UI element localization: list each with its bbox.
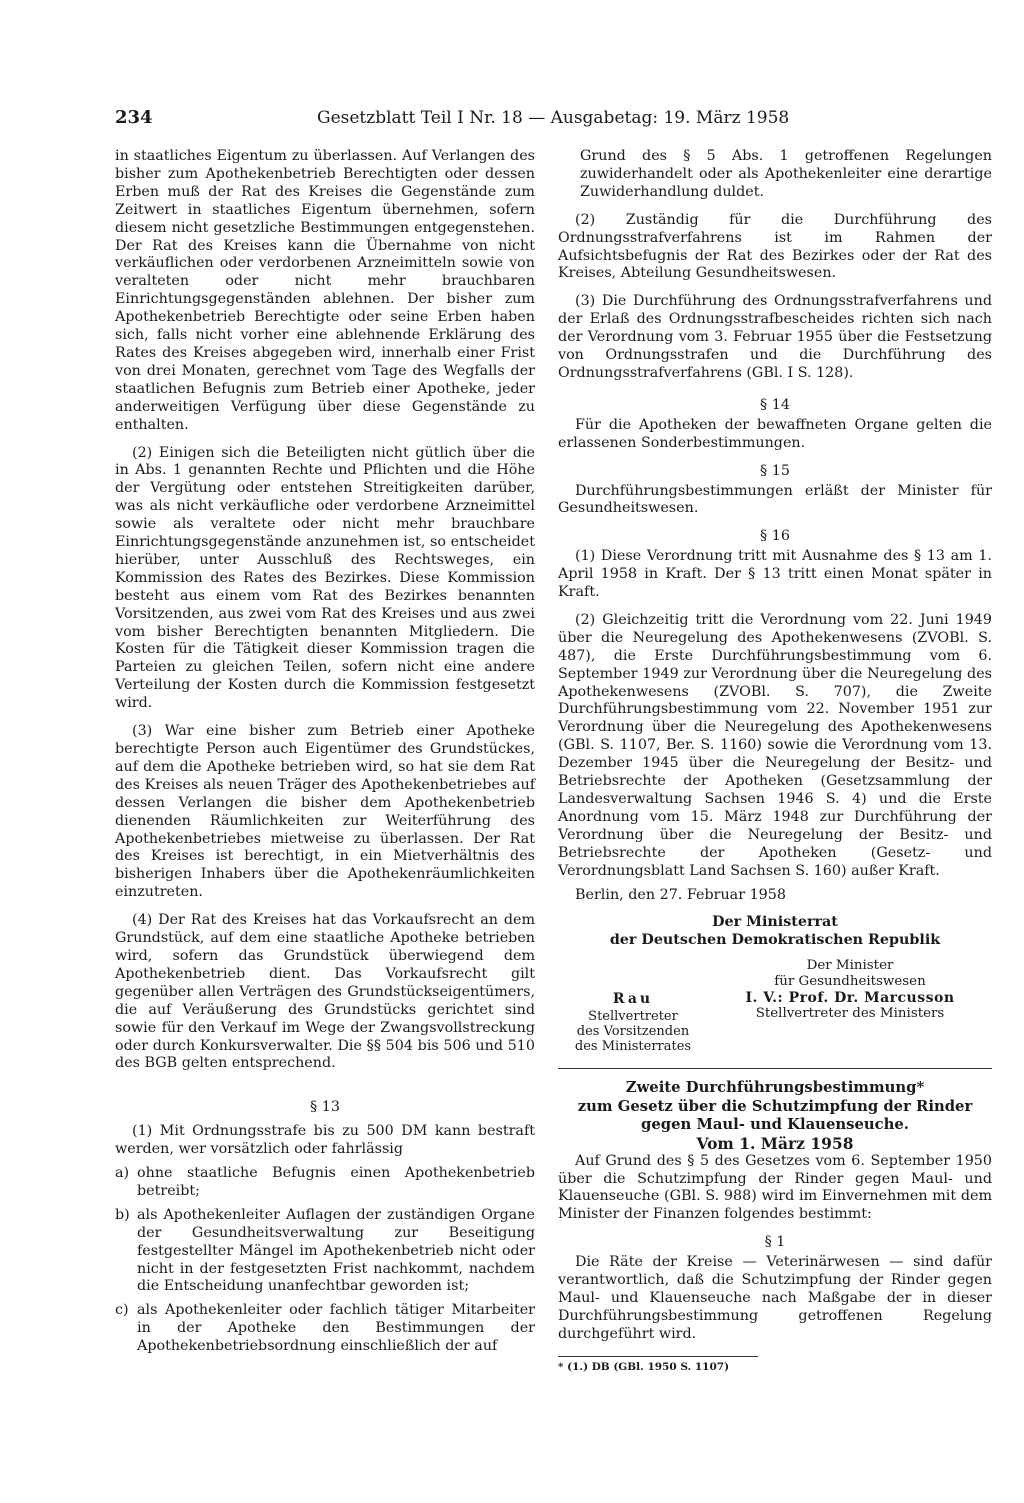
list-label: b)	[115, 1206, 130, 1223]
section-16-title: § 16	[760, 528, 790, 545]
decree-date: Vom 1. März 1958	[696, 1133, 854, 1153]
list-item-b	[115, 1207, 535, 1297]
signature-right	[708, 958, 992, 1054]
section-14-text: Für die Apotheken der bewaffneten Organe gelten die erlassenen Sonderbestimmungen.	[558, 416, 992, 451]
council-name-2: der Deutschen Demokratischen Republik	[609, 932, 941, 949]
section-13-paragraph-3: (3) Die Durchführung des Ordnungsstrafverfahrens und der Erlaß des Ordnungsstrafbescheides richten sich nach der Verordnung vom 3. Februar 1955 über die Festsetzung von Ordnungsstrafen und die Durchführung des Ordnungsstrafverfahrens (GBl. I S. 128).	[558, 293, 992, 381]
list-text: Grund des § 5 Abs. 1 getroffenen Regelungen zuwiderhandelt oder als Apothekenleiter eine derartige Zuwiderhandlung duldet.	[580, 148, 992, 200]
list-label: a)	[115, 1165, 130, 1182]
decree-intro: Auf Grund des § 5 des Gesetzes vom 6. September 1950 über die Schutzimpfung der Rinder gegen Maul- und Klauenseuche (GBl. S. 988) wird im Einvernehmen mit dem Minister der Finanzen folgendes bestimmt:	[558, 1152, 992, 1223]
minister-title: Der Minister	[806, 958, 894, 974]
decree-title	[558, 1079, 992, 1135]
section-13-paragraph-2: (2) Zuständig für die Durchführung des Ordnungsstrafverfahrens ist im Rahmen der Aufsichtsbefugnis der Rat des Bezirkes oder der Rat des Kreises, Abteilung Gesundheitswesen.	[558, 211, 992, 282]
council-name: Der Ministerrat	[712, 914, 838, 931]
signature-left	[558, 958, 708, 1054]
section-16-paragraph-2: (2) Gleichzeitig tritt die Verordnung vom 22. Juni 1949 über die Neuregelung des Apothekenwesens (ZVOBl. S. 487), die Erste Durchführungsbestimmung vom 6. September 1949 zur Verordnung über die Neuregelung des Apothekenwesens (ZVOBl. S. 707), die Zweite Durchführungsbestimmung vom 22. November 1951 zur Verordnung über die Neuregelung des Apothekenwesens (GBl. S. 1107, Ber. S. 1160) sowie die Verordnung vom 13. Dezember 1945 über die Neuregelung der Besitz- und Betriebsrechte der Apotheken (Gesetzsammlung der Landesverwaltung Sachsen 1946 S. 4) und die Erste Anordnung vom 15. März 1948 zur Durchführung der Verordnung über die Neuregelung der Besitz- und Betriebsrechte der Apotheken (Gesetz- und Verordnungsblatt Land Sachsen S. 160) außer Kraft.	[558, 611, 992, 879]
list-text: als Apothekenleiter oder fachlich tätiger Mitarbeiter in der Apotheke den Bestimmungen der Apothekenbetriebsordnung einschließlich der auf	[137, 1302, 535, 1355]
list-item-a	[115, 1165, 535, 1201]
minister-title: für Gesundheitswesen	[774, 974, 926, 990]
paragraph-continuation: in staatliches Eigentum zu überlassen. Auf Verlangen des bisher zum Apothekenbetrieb Berechtigten oder dessen Erben muß der Rat des Kreises die Gegenstände zum Zeitwert in staatliches Eigentum übernehmen, sofern diesem nicht gesetzliche Bestimmungen entgegenstehen. Der Rat des Kreises kann die Übernahme von nicht verkäuflichen oder verdorbenen Arzneimitteln sowie von veralteten oder nicht mehr brauchbaren Einrichtungsgegenständen ablehnen. Der bisher zum Apothekenbetrieb Berechtigte oder seine Erben haben sich, falls nicht vorher eine ablehnende Erklärung des Rates des Kreises abgegeben wird, innerhalb einer Frist von drei Monaten, gerechnet vom Tage des Wegfalls der staatlichen Befugnis zum Betrieb einer Apotheke, jeder anderweitigen Verfügung über diese Gegenstände zu enthalten.	[115, 148, 535, 433]
paragraph-2: (2) Einigen sich die Beteiligten nicht gütlich über die in Abs. 1 genannten Rechte und Pflichten und die Höhe der Vergütung oder entstehen Streitigkeiten darüber, was als nicht verkäufliche oder verdorbene Arzneimittel sowie als veraltete oder nicht mehr brauchbare Einrichtungsgegenstände anzunehmen ist, so entscheidet hierüber, unter Ausschluß des Rechtsweges, ein Kommission des Rates des Bezirkes. Diese Kommission besteht aus einem vom Rat des Bezirkes benannten Vorsitzenden, aus zwei vom Rat des Kreises und aus zwei vom bisher Berechtigten benannten Mitgliedern. Die Kosten für die Tätigkeit dieser Kommission tragen die Parteien zu gleichen Teilen, sofern nicht eine andere Verteilung der Kosten durch die Kommission festgesetzt wird.	[115, 444, 535, 712]
list-text: als Apothekenleiter Auflagen der zuständigen Organe der Gesundheitsverwaltung zur Beseitigung festgestellter Mängel im Apothekenbetrieb nicht oder nicht in der festgesetzten Frist nachkommt, nachdem die Entscheidung unanfechtbar geworden ist;	[137, 1206, 535, 1295]
section-13-title: § 13	[310, 1099, 340, 1116]
footnote-rule	[558, 1356, 758, 1357]
section-15-text: Durchführungsbestimmungen erläßt der Minister für Gesundheitswesen.	[558, 482, 992, 517]
left-column	[115, 148, 535, 1356]
section-15-title: § 15	[760, 462, 790, 479]
right-column	[558, 148, 992, 1374]
list-item-c	[115, 1302, 535, 1356]
list-item-c-continuation	[558, 148, 992, 202]
signatory-role: des Ministerrates	[574, 1039, 692, 1055]
section-14-title: § 14	[760, 396, 790, 413]
signatory-name: Rau	[612, 991, 654, 1008]
section-divider	[558, 1068, 992, 1069]
decree-title-line: Zweite Durchführungsbestimmung*	[625, 1079, 925, 1097]
page-number: 234	[115, 107, 153, 128]
signatory-role: Stellvertreter	[588, 1009, 678, 1025]
running-title: Gesetzblatt Teil I Nr. 18 — Ausgabetag: 19. März 1958	[317, 108, 790, 128]
decree-section-1-text: Die Räte der Kreise — Veterinärwesen — sind dafür verantwortlich, daß die Schutzimpfung der Rinder gegen Maul- und Klauenseuche nach Maßgabe der in dieser Durchführungsbestimmung getroffenen Regelung durchgeführt wird.	[558, 1254, 992, 1342]
signature-block	[558, 958, 992, 1054]
section-13-paragraph-1: (1) Mit Ordnungsstrafe bis zu 500 DM kann bestraft werden, wer vorsätzlich oder fahrlässig	[115, 1123, 535, 1158]
list-label: c)	[115, 1302, 129, 1319]
signatory-name: I. V.: Prof. Dr. Marcusson	[745, 990, 955, 1007]
section-16-paragraph-1: (1) Diese Verordnung tritt mit Ausnahme des § 13 am 1. April 1958 in Kraft. Der § 13 tritt einen Monat später in Kraft.	[558, 548, 992, 601]
footnote: * (1.) DB (GBl. 1950 S. 1107)	[558, 1360, 730, 1373]
paragraph-4: (4) Der Rat des Kreises hat das Vorkaufsrecht an dem Grundstück, auf dem eine staatliche Apotheke betrieben wird, sofern das Grundstück überwiegend dem Apothekenbetrieb dient. Das Vorkaufsrecht gilt gegenüber allen Verträgen des Grundstückseigentümers, die auf Veräußerung des Grundstücks gerichtet sind sowie für den Verkauf im Wege der Zwangsvollstreckung oder durch Konkursverwalter. Die §§ 504 bis 506 und 510 des BGB gelten entsprechend.	[115, 912, 535, 1072]
signatory-role: Stellvertreter des Ministers	[755, 1006, 945, 1022]
place-date: Berlin, den 27. Februar 1958	[575, 886, 786, 903]
page-header	[115, 106, 993, 130]
decree-title-line: zum Gesetz über die Schutzimpfung der Rinder	[577, 1097, 973, 1115]
decree-title-line: gegen Maul- und Klauenseuche.	[641, 1116, 909, 1134]
paragraph-3: (3) War eine bisher zum Betrieb einer Apotheke berechtigte Person auch Eigentümer des Grundstückes, auf dem die Apotheke betrieben wird, so hat sie dem Rat des Kreises als neuen Träger des Apothekenbetriebes auf dessen Verlangen die bisher dem Apothekenbetrieb dienenden Räumlichkeiten zur Weiterführung des Apothekenbetriebes mietweise zu überlassen. Der Rat des Kreises ist berechtigt, in ein Mietverhältnis des bisherigen Inhabers über die Apothekenräumlichkeiten einzutreten.	[115, 723, 535, 901]
list-text: ohne staatliche Befugnis einen Apothekenbetrieb betreibt;	[137, 1165, 535, 1199]
decree-section-1-title: § 1	[764, 1234, 786, 1251]
signatory-role: des Vorsitzenden	[576, 1024, 690, 1040]
